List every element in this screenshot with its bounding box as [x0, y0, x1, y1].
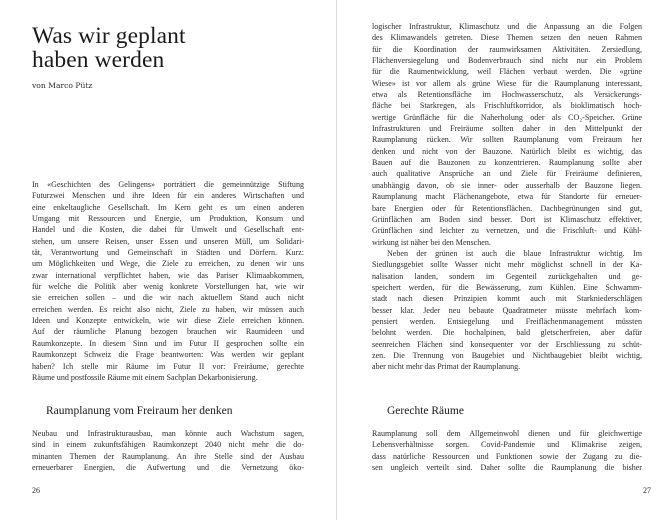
text-line: erneuerbarer Energien, die Aufwertung und die Vernetzung öko- [32, 463, 304, 473]
text-line: Raumplanung rücken. Wir sollten Raumplanung vom Freiraum her [372, 135, 642, 145]
text-line: sind in einem zukunftsfähigen Raumkonzept 2040 nicht mehr die do- [32, 440, 304, 450]
text-line: stadt nach diesen Prinzipien kommt auch mit Starkniederschlägen [372, 294, 642, 304]
article-title [32, 24, 186, 72]
text-line: aber nicht mehr das Primat der Raumplanung. [372, 362, 521, 372]
text-line: bare Energien oder für Retentionsflächen. Dachbegrünungen sind gut, [372, 203, 642, 213]
text-line: für die Raumentwicklung, weil Flächen verbaut werden. Die «grüne [372, 67, 642, 77]
text-line: für welche die Politik aber wenig konkrete Vorstellungen hat, wie wir [32, 282, 304, 292]
text-line: Neben der grünen ist auch die blaue Infrastruktur wichtig. Im [387, 248, 642, 258]
text-line: zwar international verpflichtet haben, wie das Pariser Klimaabkommen, [32, 270, 304, 280]
page-number: 27 [643, 486, 651, 495]
section-paragraph [32, 428, 304, 473]
right-page [337, 0, 672, 520]
text-line: logischer Infrastruktur, Klimaschutz und die Anpassung an die Folgen [372, 22, 642, 31]
text-line: Bauen auf die Bauzonen zu konzentrieren. Raumplanung sollte aber [372, 158, 642, 168]
text-line: haben? Ich stelle mir Räume im Futur II vor: Freiräume, gerechte [32, 361, 304, 371]
text-line: dass natürliche Ressourcen und Funktionen sowie der Zugang zu die- [372, 451, 642, 461]
text-line: Siedlungsgebiet sollte Wasser nicht mehr möglichst schnell in der Ka- [372, 260, 642, 270]
text-line: für die Koordination der raumwirksamen Aktivitäten. Zersiedlung, [372, 44, 642, 54]
text-line: Neubau und Infrastrukturausbau, man könnte auch Wachstum sagen, [32, 429, 304, 438]
text-line: Wiese» ist vor allem als grüne Wiese für die Raumplanung interessant, [372, 78, 642, 88]
text-line: Lebensverhältnisse sorgen. Covid-Pandemie und Klimakrise zeigen, [372, 440, 642, 450]
title-line: Was wir geplant [32, 23, 186, 49]
text-line: Raumkonzept Schweiz die Frage beantworten: Was werden wir geplant [32, 350, 304, 360]
text-line: wirkung ist näher bei den Menschen. [372, 237, 491, 247]
title-line: haben werden [32, 47, 165, 73]
text-line: seenreichen Flächen sind konsequenter vor der Erschliessung zu schüt- [372, 339, 642, 349]
text-line: des Klimawandels getreten. Diese Themen setzen den neuen Rahmen [372, 33, 642, 43]
section-heading: Gerechte Räume [387, 405, 464, 417]
body-column [372, 21, 642, 373]
text-line: auch qualitative Ansprüche an und Ziele für Freiräume definieren, [372, 169, 642, 179]
text-line: speichert werden, für die Bewässerung, zum Kühlen. Eine Schwamm- [372, 282, 642, 292]
text-line: Grünflächen am Boden sind besser. Dort ist Klimaschutz effektiver, [372, 214, 642, 224]
text-line: fläche bei Starkregen, als Frischluftkorridor, als bioklimatisch hoch- [372, 101, 642, 111]
text-line: Auf der räumliche Planung bezogen brauchen wir Raumideen und [32, 327, 304, 337]
text-line: Umgang mit Ressourcen und Energie, um Produktion, Konsum und [32, 214, 304, 224]
text-line: nalisation landen, sondern im Gegenteil zurückgehalten und ge- [372, 271, 642, 281]
intro-paragraph [32, 179, 304, 383]
text-line: Raumplanung macht Flächenangebote, etwa für Standorte für erneuer- [372, 192, 642, 202]
text-line: sen ungleich verteilt sind. Daher sollte die Raumplanung die bisher [372, 463, 642, 473]
text-line: denken und nicht von der Bauzone. Natürlich bleibt es wichtig, das [372, 146, 642, 156]
section-text [32, 428, 304, 473]
intro-text [32, 179, 304, 383]
page-number: 26 [32, 486, 40, 495]
section-heading: Raumplanung vom Freiraum her denken [46, 405, 233, 417]
text-line: Raumkonzepte. In diesem Sinn und im Futur II gesprochen sollte ein [32, 338, 304, 348]
text-line: eine enkeltaugliche Gesellschaft. Im Kern geht es um einen anderen [32, 202, 304, 212]
text-line: Ideen und Konzepte entwickeln, wie wir diese Ziele erreichen können. [32, 316, 304, 326]
text-line: Flächenversiegelung und Bodenverbrauch sind nicht nur ein Problem [372, 56, 642, 66]
text-line: belohnt werden. Die hochalpinen, bald gletscherfreien, aber dafür [372, 328, 642, 338]
text-line: besser klar. Jeder neu bebaute Quadratmeter müsste mehrfach kom- [372, 305, 642, 315]
text-line: um Möglichkeiten und Wege, die Ziele zu erreichen, zu denen wir uns [32, 259, 304, 269]
text-line: Futurzwei Menschen und ihre Ideen für ein anderes Wirtschaften und [32, 191, 304, 201]
text-line: unabhängig davon, ob sie inner- oder ausserhalb der Bauzone liegen. [372, 180, 642, 190]
text-line: In «Geschichten des Gelingens» porträtiert die gemeinnützige Stiftung [32, 180, 304, 189]
text-line: wertige Grünfläche für die Naherholung oder als CO₂-Speicher. Grüne [372, 112, 642, 122]
section-paragraph [372, 428, 642, 473]
text-line: Handel und die Kosten, die dabei für Umwelt und Gesellschaft ent- [32, 225, 304, 235]
author-byline: von Marco Pütz [32, 81, 93, 90]
text-line: Raumplanung soll dem Allgemeinwohl dienen und für gleichwertige [372, 429, 642, 438]
text-line: tät, Verantwortung und Gemeinschaft in Städten und Dörfern. Kurz: [32, 248, 304, 258]
section-text [372, 428, 642, 473]
paragraph [372, 21, 642, 248]
paragraph [372, 248, 642, 373]
text-line: stehen, um unsere Reisen, unser Essen und unseren Müll, um Solidari- [32, 236, 304, 246]
text-line: etwa als Retentionsfläche im Hochwasserschutz, als Versickerungs- [372, 90, 642, 100]
text-line: Grünflächen sind leichter zu vernetzen, und die Frischluft- und Kühl- [372, 226, 642, 236]
text-line: minanten Themen der Raumplanung. An ihre Stelle sind der Ausbau [32, 451, 304, 461]
text-line: pensiert werden. Entsiegelung und Freiflächenmanagement müssten [372, 316, 642, 326]
text-line: erreichen werden. Es reicht also nicht, Ziele zu haben, wir müssen auch [32, 304, 304, 314]
text-line: sie erreichen sollen – und die wir nach aktuellem Stand auch nicht [32, 293, 304, 303]
text-line: zen. Die Trennung von Baugebiet und Nichtbaugebiet bleibt wichtig, [372, 350, 642, 360]
text-line: Infrastrukturen und Freiräume sollten daher in den Mittelpunkt der [372, 124, 642, 134]
text-line: Räume und postfossile Räume mit einem Sachplan Dekarbonisierung. [32, 372, 258, 382]
